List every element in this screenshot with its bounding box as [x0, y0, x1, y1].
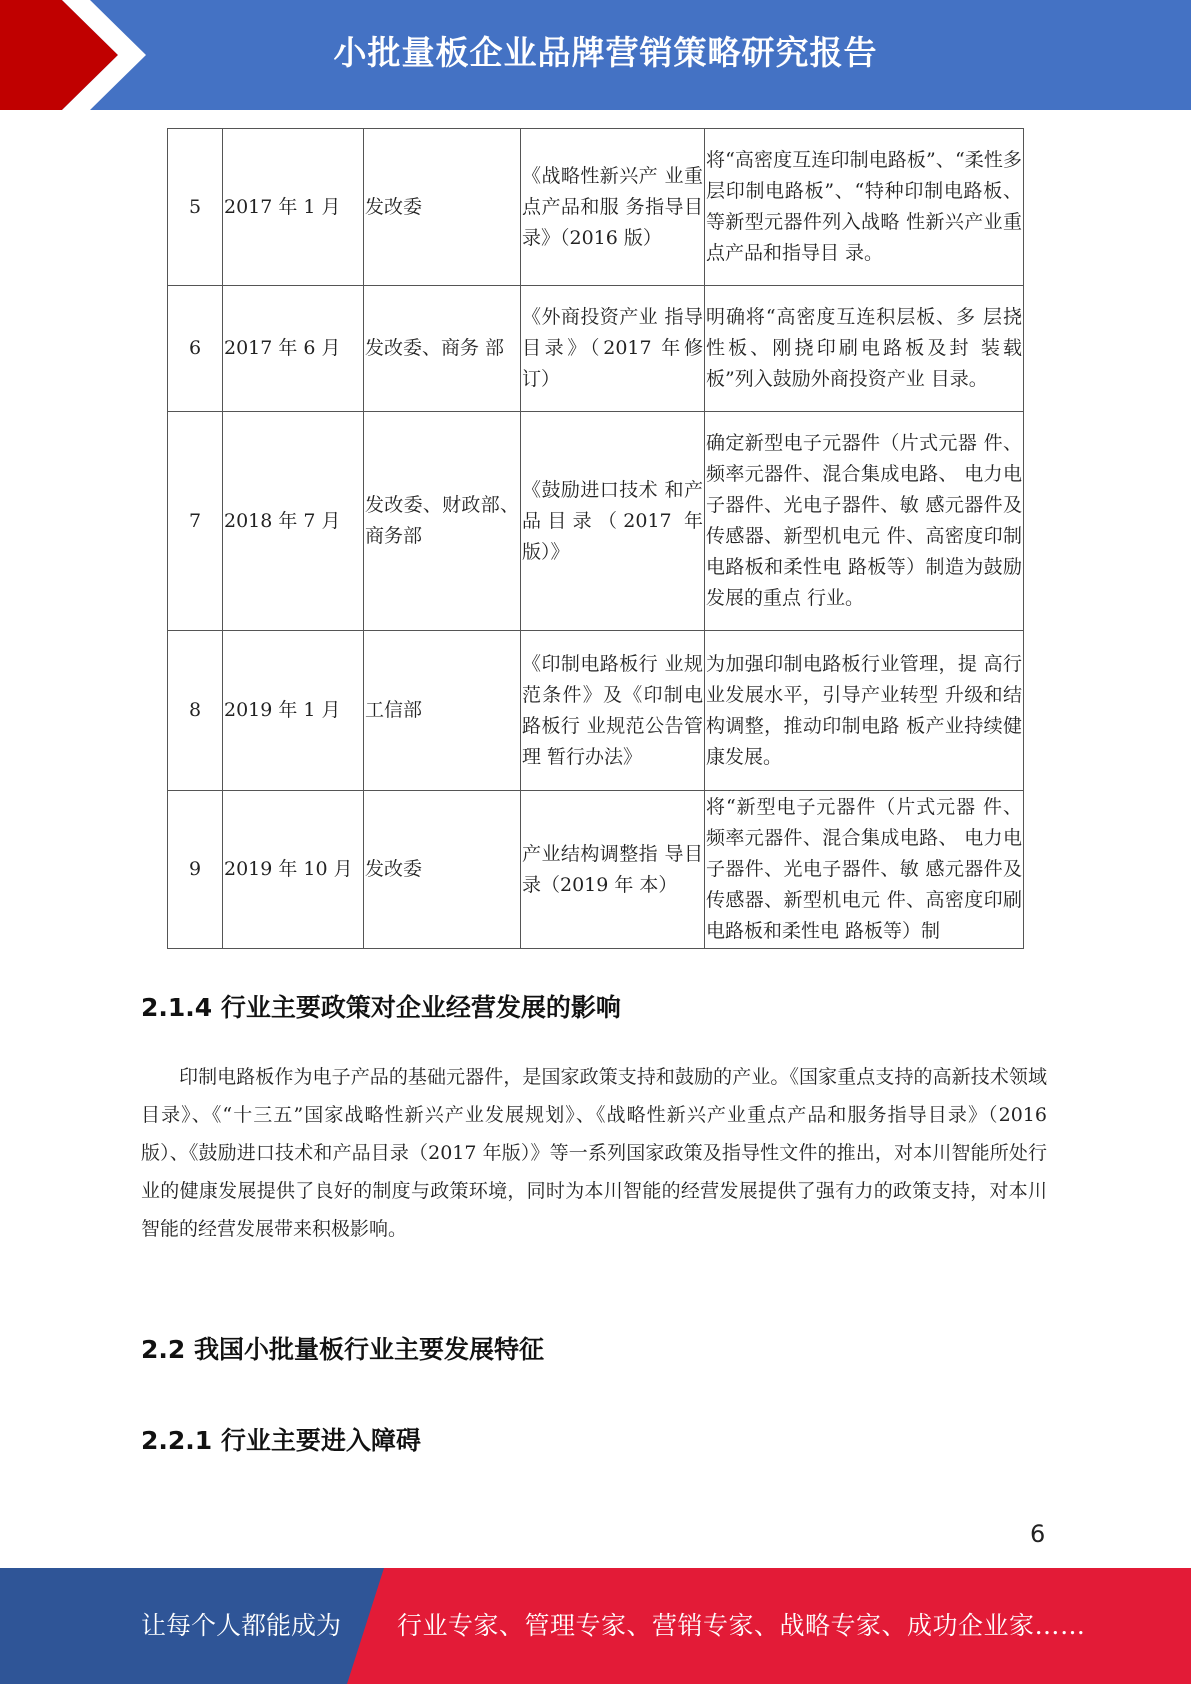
report-title: 小批量板企业品牌营销策略研究报告 — [333, 33, 878, 72]
row-date: 2019 年 10 月 — [223, 791, 364, 949]
page-number: 6 — [1030, 1520, 1046, 1548]
row-date: 2017 年 1 月 — [223, 129, 364, 286]
table-row — [168, 631, 1024, 791]
body-paragraph: 印制电路板作为电子产品的基础元器件，是国家政策支持和鼓励的产业。《国家重点支持的高新技术领域目录》、《“十三五”国家战略性新兴产业发展规划》、《战略性新兴产业重点产品和服务指导目录》（2016 版）、《鼓励进口技术和产品目录（2017 年版）》等一系列国家政策及指导性文件的推出，对本川智能所处行业的健康发展提供了良好的制度与政策环境，同时为本川智能的经营发展提供了强有力的政策支持，对本川智能的经营发展带来积极影响。 — [141, 1066, 1047, 1240]
row-date: 2019 年 1 月 — [223, 631, 364, 791]
row-policy-content: 将“新型电子元器件（片式元器 件、频率元器件、混合集成电路、 电力电子器件、光电子器件、敏 感元器件及传感器、新型机电元 件、高密度印刷电路板和柔性电 路板等）制 — [705, 791, 1024, 949]
section-heading-2-1-4: 2.1.4 行业主要政策对企业经营发展的影响 — [141, 993, 621, 1022]
table-row — [168, 412, 1024, 631]
row-number: 5 — [168, 129, 223, 286]
row-department: 工信部 — [364, 631, 521, 791]
row-number: 8 — [168, 631, 223, 791]
row-department: 发改委 — [364, 791, 521, 949]
row-department: 发改委、商务 部 — [364, 286, 521, 412]
row-department: 发改委、财政部、商务部 — [364, 412, 521, 631]
section-heading-2-2-1: 2.2.1 行业主要进入障碍 — [141, 1426, 421, 1455]
row-policy-title: 《印制电路板行 业规范条件》及《印制电路板行 业规范公告管理 暂行办法》 — [521, 631, 705, 791]
table-row — [168, 286, 1024, 412]
row-policy-title: 《外商投资产业 指导目录》（2017 年修订） — [521, 286, 705, 412]
footer-slogan-right: 行业专家、管理专家、营销专家、战略专家、成功企业家…… — [397, 1611, 1086, 1640]
row-number: 7 — [168, 412, 223, 631]
row-policy-content: 明确将“高密度互连积层板、多 层挠性板、刚挠印刷电路板及封 装载板”列入鼓励外商投资产业 目录。 — [705, 286, 1024, 412]
row-number: 9 — [168, 791, 223, 949]
table-row — [168, 791, 1024, 949]
page-footer — [0, 1568, 1191, 1684]
row-department: 发改委 — [364, 129, 521, 286]
row-policy-content: 将“高密度互连印制电路板”、“柔性多层印制电路板”、“特种印制电路板、等新型元器件列入战略 性新兴产业重点产品和指导目 录。 — [705, 129, 1024, 286]
row-date: 2018 年 7 月 — [223, 412, 364, 631]
table-row — [168, 129, 1024, 286]
row-policy-title: 产业结构调整指 导目录（2019 年 本） — [521, 791, 705, 949]
row-policy-content: 为加强印制电路板行业管理，提 高行业发展水平，引导产业转型 升级和结构调整，推动印制电路 板产业持续健康发展。 — [705, 631, 1024, 791]
page-header — [0, 0, 1191, 110]
policy-table — [167, 128, 1024, 949]
row-policy-title: 《鼓励进口技术 和产品目录（2017 年版）》 — [521, 412, 705, 631]
row-policy-content: 确定新型电子元器件（片式元器 件、频率元器件、混合集成电路、 电力电子器件、光电子器件、敏 感元器件及传感器、新型机电元 件、高密度印制电路板和柔性电 路板等）制造为鼓励发展的重点 行业。 — [705, 412, 1024, 631]
footer-slogan-left: 让每个人都能成为 — [141, 1611, 342, 1640]
section-heading-2-2: 2.2 我国小批量板行业主要发展特征 — [141, 1335, 544, 1364]
row-number: 6 — [168, 286, 223, 412]
row-policy-title: 《战略性新兴产 业重点产品和服 务指导目录》（2016 版） — [521, 129, 705, 286]
row-date: 2017 年 6 月 — [223, 286, 364, 412]
